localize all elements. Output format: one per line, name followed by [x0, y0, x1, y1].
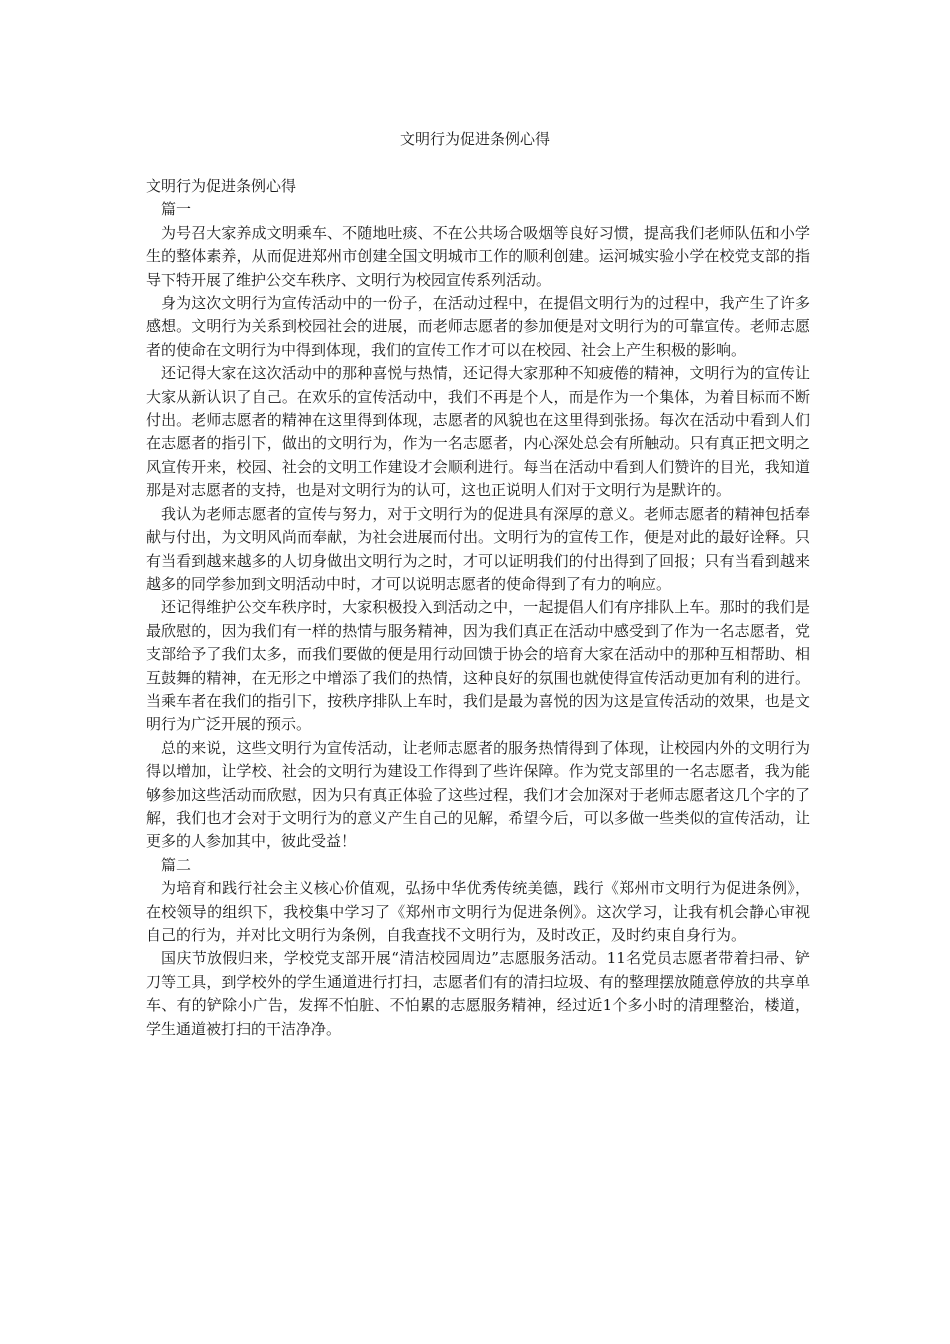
section-heading: 篇二: [161, 855, 192, 874]
paragraph: 为号召大家养成文明乘车、不随地吐痰、不在公共场合吸烟等良好习惯，提高我们老师队伍和小学生的整体素养，从而促进郑州市创建全国文明城市工作的顺利创建。运河城实验小学在校党支部的指导下特开展了维护公交车秩序、文明行为校园宣传系列活动。: [146, 223, 810, 289]
paragraph: 总的来说，这些文明行为宣传活动，让老师志愿者的服务热情得到了体现，让校园内外的文明行为得以增加，让学校、社会的文明行为建设工作得到了些许保障。作为党支部里的一名志愿者，我为能够参加这些活动而欣慰，因为只有真正体验了这些过程，我们才会加深对于老师志愿者这几个字的了解，我们也才会对于文明行为的意义产生自己的见解，希望今后，可以多做一些类似的宣传活动，让更多的人参加其中，彼此受益！: [146, 738, 810, 851]
paragraph: 还记得大家在这次活动中的那种喜悦与热情，还记得大家那种不知疲倦的精神，文明行为的宣传让大家从新认识了自己。在欢乐的宣传活动中，我们不再是个人，而是作为一个集体，为着目标而不断付出。老师志愿者的精神在这里得到体现，志愿者的风貌也在这里得到张扬。每次在活动中看到人们在志愿者的指引下，做出的文明行为，作为一名志愿者，内心深处总会有所触动。只有真正把文明之风宣传开来，校园、社会的文明工作建设才会顺利进行。每当在活动中看到人们赞许的目光，我知道那是对志愿者的支持，也是对文明行为的认可，这也正说明人们对于文明行为是默许的。: [146, 364, 810, 500]
paragraph: 国庆节放假归来，学校党支部开展“清洁校园周边”志愿服务活动。11名党员志愿者带着扫帚、铲刀等工具，到学校外的学生通道进行打扫，志愿者们有的清扫垃圾、有的整理摆放随意停放的共享单车、有的铲除小广告，发挥不怕脏、不怕累的志愿服务精神，经过近1个多小时的清理整治，楼道，学生通道被打扫的干洁净净。: [146, 949, 810, 1038]
section-heading: 篇一: [161, 200, 192, 219]
paragraph: 还记得维护公交车秩序时，大家积极投入到活动之中，一起提倡人们有序排队上车。那时的我们是最欣慰的，因为我们有一样的热情与服务精神，因为我们真正在活动中感受到了作为一名志愿者，党支部给予了我们太多，而我们要做的便是用行动回馈于协会的培育大家在活动中的那种互相帮助、相互鼓舞的精神，在无形之中增添了我们的热情，这种良好的氛围也就使得宣传活动更加有利的进行。当乘车者在我们的指引下，按秩序排队上车时，我们是最为喜悦的因为这是宣传活动的效果，也是文明行为广泛开展的预示。: [146, 598, 810, 734]
paragraph: 为培育和践行社会主义核心价值观，弘扬中华优秀传统美德，践行《郑州市文明行为促进条例》，在校领导的组织下，我校集中学习了《郑州市文明行为促进条例》。这次学习，让我有机会静心审视自己的行为，并对比文明行为条例，自我查找不文明行为，及时改正，及时约束自身行为。: [146, 879, 810, 944]
document-subtitle: 文明行为促进条例心得: [146, 177, 297, 195]
paragraph: 我认为老师志愿者的宣传与努力，对于文明行为的促进具有深厚的意义。老师志愿者的精神包括奉献与付出，为文明风尚而奉献，为社会进展而付出。文明行为的宣传工作，便是对此的最好诠释。只有当看到越来越多的人切身做出文明行为之时，才可以证明我们的付出得到了回报；只有当看到越来越多的同学参加到文明活动中时，才可以说明志愿者的使命得到了有力的响应。: [146, 504, 810, 593]
paragraph: 身为这次文明行为宣传活动中的一份子，在活动过程中，在提倡文明行为的过程中，我产生了许多感想。文明行为关系到校园社会的进展，而老师志愿者的参加便是对文明行为的可靠宣传。老师志愿者的使命在文明行为中得到体现，我们的宣传工作才可以在校园、社会上产生积极的影响。: [146, 294, 810, 359]
document-body: [146, 175, 810, 1041]
page-title: 文明行为促进条例心得: [399, 130, 550, 148]
